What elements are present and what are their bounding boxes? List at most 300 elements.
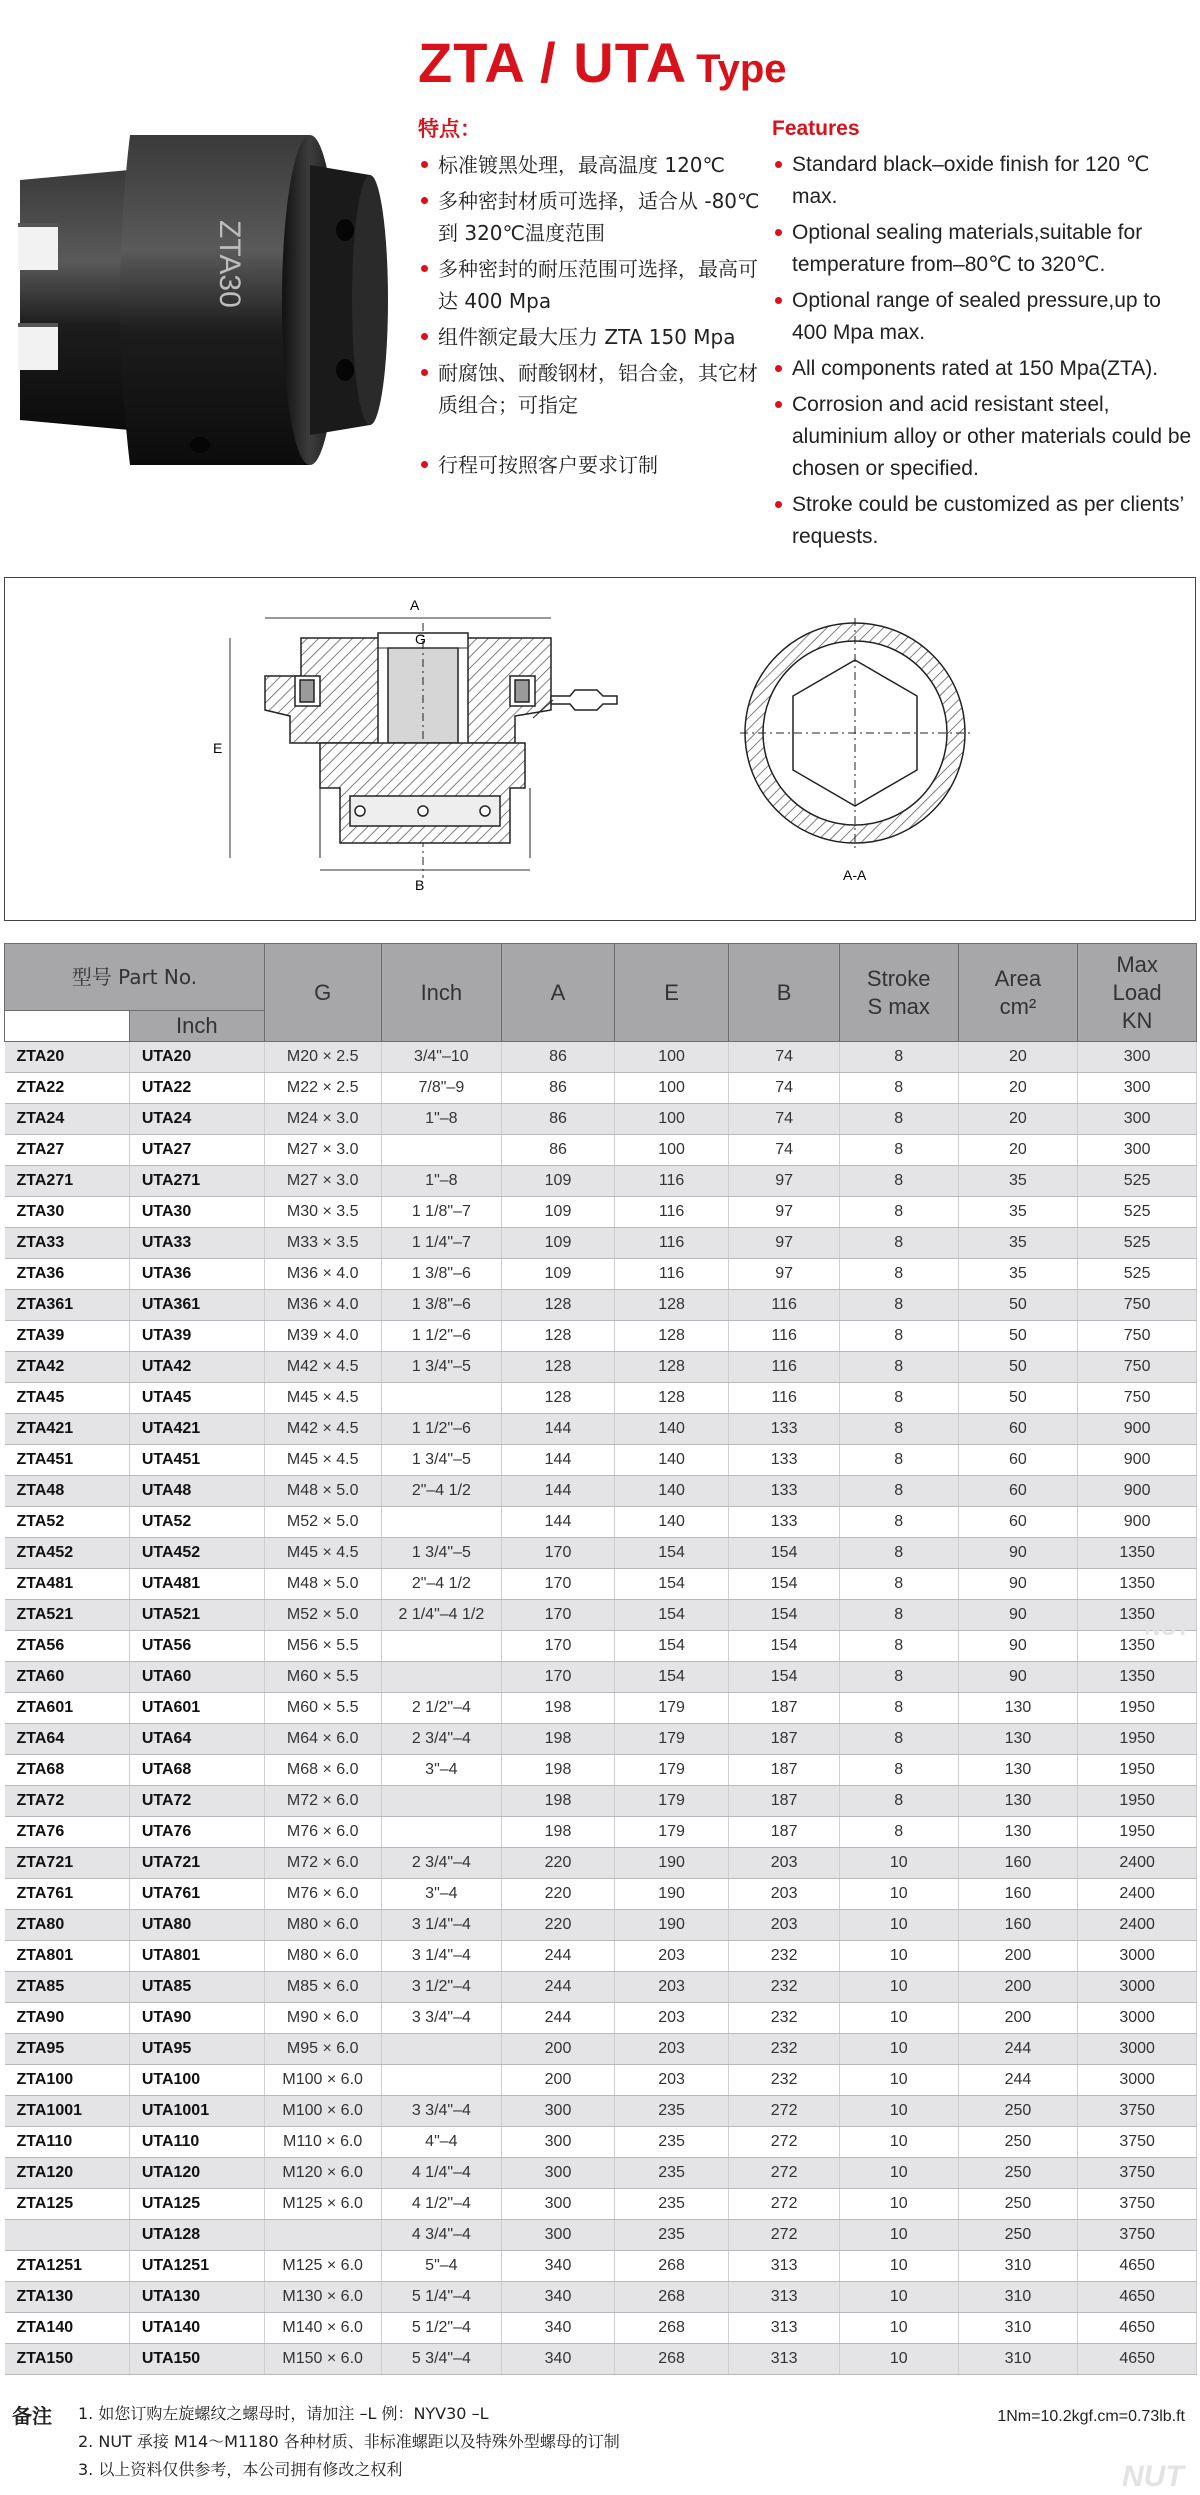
table-cell: 310 <box>958 2313 1078 2344</box>
table-cell: 244 <box>502 2003 615 2034</box>
table-row <box>5 2127 1197 2158</box>
table-cell: 74 <box>729 1135 840 1166</box>
table-cell: M42 × 4.5 <box>264 1352 381 1383</box>
table-cell: 5 1/4"–4 <box>381 2282 502 2313</box>
table-cell: 10 <box>839 2003 958 2034</box>
table-cell: 109 <box>502 1166 615 1197</box>
table-cell: 3/4"–10 <box>381 1042 502 1073</box>
table-cell <box>381 1631 502 1662</box>
table-cell: 200 <box>958 1972 1078 2003</box>
table-cell: 8 <box>839 1166 958 1197</box>
table-cell: UTA64 <box>129 1724 264 1755</box>
table-row <box>5 2282 1197 2313</box>
table-cell: ZTA80 <box>5 1910 130 1941</box>
table-cell: 313 <box>729 2251 840 2282</box>
table-cell: ZTA120 <box>5 2158 130 2189</box>
table-cell: 10 <box>839 1910 958 1941</box>
table-cell: 220 <box>502 1910 615 1941</box>
table-cell: 310 <box>958 2344 1078 2375</box>
table-cell: 198 <box>502 1786 615 1817</box>
table-cell: 86 <box>502 1104 615 1135</box>
photo-slotted-end <box>18 170 130 430</box>
table-cell: 203 <box>614 2065 729 2096</box>
table-cell: ZTA85 <box>5 1972 130 2003</box>
table-cell: 7/8"–9 <box>381 1073 502 1104</box>
table-cell: 232 <box>729 1941 840 1972</box>
table-cell: 340 <box>502 2282 615 2313</box>
table-cell: 100 <box>614 1135 729 1166</box>
table-cell: ZTA150 <box>5 2344 130 2375</box>
table-cell: 525 <box>1078 1197 1197 1228</box>
table-cell: UTA76 <box>129 1817 264 1848</box>
table-row <box>5 2344 1197 2375</box>
table-cell: ZTA39 <box>5 1321 130 1352</box>
table-cell: 5 1/2"–4 <box>381 2313 502 2344</box>
table-cell: 50 <box>958 1352 1078 1383</box>
table-cell: ZTA1251 <box>5 2251 130 2282</box>
table-cell: 220 <box>502 1848 615 1879</box>
table-cell: 1 3/8"–6 <box>381 1259 502 1290</box>
features-cn-item: 行程可按照客户要求订制 <box>418 449 768 481</box>
table-cell: ZTA64 <box>5 1724 130 1755</box>
table-cell: 1"–8 <box>381 1104 502 1135</box>
table-cell: 8 <box>839 1228 958 1259</box>
table-cell: M36 × 4.0 <box>264 1259 381 1290</box>
table-cell: 300 <box>1078 1104 1197 1135</box>
table-cell: 8 <box>839 1197 958 1228</box>
table-cell: 8 <box>839 1042 958 1073</box>
features-cn <box>418 113 768 485</box>
col-header-a: A <box>502 944 615 1042</box>
table-cell: 3 1/2"–4 <box>381 1972 502 2003</box>
table-cell: 250 <box>958 2189 1078 2220</box>
table-cell: 244 <box>502 1941 615 1972</box>
table-cell: M45 × 4.5 <box>264 1383 381 1414</box>
table-cell: 50 <box>958 1383 1078 1414</box>
table-cell: 10 <box>839 2220 958 2251</box>
notes-title: 备注 <box>12 2404 52 2428</box>
table-cell: 1350 <box>1078 1631 1197 1662</box>
table-cell: 300 <box>1078 1042 1197 1073</box>
table-cell: ZTA30 <box>5 1197 130 1228</box>
table-row <box>5 1910 1197 1941</box>
table-cell: 244 <box>502 1972 615 2003</box>
features-cn-list <box>418 149 768 481</box>
table-cell: 179 <box>614 1786 729 1817</box>
features-en-item: Standard black–oxide finish for 120 ℃ max. <box>772 149 1197 213</box>
table-cell: M56 × 5.5 <box>264 1631 381 1662</box>
table-cell: 170 <box>502 1538 615 1569</box>
title-sub: Type <box>696 47 787 91</box>
table-cell: 1350 <box>1078 1569 1197 1600</box>
table-cell: M20 × 2.5 <box>264 1042 381 1073</box>
table-cell: 10 <box>839 2034 958 2065</box>
table-cell: 10 <box>839 2096 958 2127</box>
table-cell: ZTA24 <box>5 1104 130 1135</box>
table-row <box>5 1693 1197 1724</box>
table-cell: 154 <box>614 1600 729 1631</box>
features-en-item: Stroke could be customized as per clients’ requests. <box>772 489 1197 553</box>
table-cell: M95 × 6.0 <box>264 2034 381 2065</box>
page-title <box>418 30 787 95</box>
table-cell: 154 <box>614 1538 729 1569</box>
table-cell: 3 1/4"–4 <box>381 1910 502 1941</box>
table-cell: M24 × 3.0 <box>264 1104 381 1135</box>
table-cell: 187 <box>729 1755 840 1786</box>
table-cell: 1950 <box>1078 1755 1197 1786</box>
table-cell: 272 <box>729 2127 840 2158</box>
table-cell: 268 <box>614 2313 729 2344</box>
table-cell: 160 <box>958 1910 1078 1941</box>
table-cell: ZTA48 <box>5 1476 130 1507</box>
table-cell: 187 <box>729 1693 840 1724</box>
cross-section-view <box>265 623 617 878</box>
table-cell: 1 3/4"–5 <box>381 1352 502 1383</box>
table-cell: 244 <box>958 2034 1078 2065</box>
table-cell: 190 <box>614 1910 729 1941</box>
table-cell: 3"–4 <box>381 1755 502 1786</box>
table-cell: 179 <box>614 1755 729 1786</box>
table-cell <box>381 1817 502 1848</box>
table-cell: 3000 <box>1078 2003 1197 2034</box>
table-cell: ZTA451 <box>5 1445 130 1476</box>
col-header-part-no: 型号 Part No. <box>5 944 265 1011</box>
table-cell: 90 <box>958 1600 1078 1631</box>
table-cell: 130 <box>958 1755 1078 1786</box>
table-cell: M72 × 6.0 <box>264 1848 381 1879</box>
table-cell: 140 <box>614 1445 729 1476</box>
table-cell: 3750 <box>1078 2220 1197 2251</box>
col-header-e: E <box>614 944 729 1042</box>
table-cell <box>381 1507 502 1538</box>
table-cell: 170 <box>502 1569 615 1600</box>
table-cell: 1950 <box>1078 1786 1197 1817</box>
table-cell: 232 <box>729 2003 840 2034</box>
table-cell: M45 × 4.5 <box>264 1445 381 1476</box>
features-cn-item: 标准镀黑处理，最高温度 120℃ <box>418 149 768 181</box>
table-cell: 2 1/4"–4 1/2 <box>381 1600 502 1631</box>
table-cell: 1950 <box>1078 1817 1197 1848</box>
table-row <box>5 1755 1197 1786</box>
table-cell: UTA27 <box>129 1135 264 1166</box>
table-cell: 140 <box>614 1507 729 1538</box>
table-cell: 1 1/2"–6 <box>381 1321 502 1352</box>
table-cell: M80 × 6.0 <box>264 1910 381 1941</box>
table-cell: UTA761 <box>129 1879 264 1910</box>
table-cell <box>381 1786 502 1817</box>
table-row <box>5 1879 1197 1910</box>
table-cell: M52 × 5.0 <box>264 1600 381 1631</box>
table-cell: UTA100 <box>129 2065 264 2096</box>
table-cell: 8 <box>839 1538 958 1569</box>
table-cell: ZTA521 <box>5 1600 130 1631</box>
table-cell: ZTA27 <box>5 1135 130 1166</box>
table-cell: 235 <box>614 2158 729 2189</box>
watermark: NUT <box>1122 2460 1184 2493</box>
table-cell: 10 <box>839 1941 958 1972</box>
table-cell: 8 <box>839 1352 958 1383</box>
table-row <box>5 1848 1197 1879</box>
table-cell: ZTA22 <box>5 1073 130 1104</box>
table-row <box>5 1941 1197 1972</box>
table-cell: 187 <box>729 1724 840 1755</box>
table-cell: 232 <box>729 2065 840 2096</box>
table-row <box>5 1600 1197 1631</box>
features-cn-item: 多种密封的耐压范围可选择，最高可达 400 Mpa <box>418 253 768 317</box>
table-cell: ZTA33 <box>5 1228 130 1259</box>
table-cell: UTA60 <box>129 1662 264 1693</box>
table-cell: 750 <box>1078 1321 1197 1352</box>
table-cell: 3000 <box>1078 2065 1197 2096</box>
table-cell: UTA39 <box>129 1321 264 1352</box>
table-cell <box>264 2220 381 2251</box>
table-cell: 116 <box>729 1352 840 1383</box>
features-en-item: Corrosion and acid resistant steel, aluminium alloy or other materials could be chosen or specified. <box>772 389 1197 485</box>
table-cell: ZTA90 <box>5 2003 130 2034</box>
col-header-stroke: Stroke S max <box>839 944 958 1042</box>
table-cell <box>381 1135 502 1166</box>
table-cell: M72 × 6.0 <box>264 1786 381 1817</box>
table-cell: 128 <box>614 1383 729 1414</box>
table-cell: 144 <box>502 1476 615 1507</box>
table-cell: 232 <box>729 2034 840 2065</box>
table-cell: 100 <box>614 1073 729 1104</box>
table-row <box>5 1259 1197 1290</box>
table-cell: ZTA68 <box>5 1755 130 1786</box>
table-cell: 525 <box>1078 1166 1197 1197</box>
table-cell: M60 × 5.5 <box>264 1662 381 1693</box>
table-cell: 130 <box>958 1786 1078 1817</box>
table-cell: M76 × 6.0 <box>264 1817 381 1848</box>
table-cell: 250 <box>958 2127 1078 2158</box>
table-cell: 750 <box>1078 1383 1197 1414</box>
table-cell: 900 <box>1078 1476 1197 1507</box>
table-cell: UTA130 <box>129 2282 264 2313</box>
table-cell: 116 <box>614 1166 729 1197</box>
table-cell: 154 <box>614 1631 729 1662</box>
table-cell: ZTA45 <box>5 1383 130 1414</box>
table-cell: ZTA452 <box>5 1538 130 1569</box>
table-cell: 2"–4 1/2 <box>381 1569 502 1600</box>
dimension-label-b: B <box>415 877 425 893</box>
table-cell: 1350 <box>1078 1600 1197 1631</box>
features-en <box>772 113 1197 557</box>
table-cell: UTA801 <box>129 1941 264 1972</box>
table-cell: 140 <box>614 1476 729 1507</box>
table-cell: 50 <box>958 1321 1078 1352</box>
table-row <box>5 2220 1197 2251</box>
table-cell: 250 <box>958 2158 1078 2189</box>
table-cell: 154 <box>729 1569 840 1600</box>
table-cell: 8 <box>839 1569 958 1600</box>
table-cell: 272 <box>729 2158 840 2189</box>
table-cell: ZTA801 <box>5 1941 130 1972</box>
table-cell: 144 <box>502 1507 615 1538</box>
table-cell: 154 <box>729 1662 840 1693</box>
table-cell: ZTA20 <box>5 1042 130 1073</box>
table-cell: 4650 <box>1078 2251 1197 2282</box>
table-cell: UTA30 <box>129 1197 264 1228</box>
table-cell: M76 × 6.0 <box>264 1879 381 1910</box>
table-cell: ZTA1001 <box>5 2096 130 2127</box>
table-cell: 2"–4 1/2 <box>381 1476 502 1507</box>
table-cell: UTA20 <box>129 1042 264 1073</box>
table-cell: 86 <box>502 1042 615 1073</box>
table-cell: 86 <box>502 1073 615 1104</box>
table-cell: 4650 <box>1078 2344 1197 2375</box>
table-cell: 10 <box>839 2344 958 2375</box>
table-cell: 160 <box>958 1848 1078 1879</box>
table-row <box>5 2313 1197 2344</box>
table-cell: ZTA271 <box>5 1166 130 1197</box>
table-cell: 8 <box>839 1073 958 1104</box>
table-cell: 154 <box>729 1631 840 1662</box>
col-header-load: Max Load KN <box>1078 944 1197 1042</box>
table-cell: 235 <box>614 2220 729 2251</box>
table-cell: 20 <box>958 1104 1078 1135</box>
table-cell: 2 3/4"–4 <box>381 1724 502 1755</box>
table-cell: ZTA601 <box>5 1693 130 1724</box>
table-cell: ZTA100 <box>5 2065 130 2096</box>
table-cell: UTA22 <box>129 1073 264 1104</box>
table-cell: 116 <box>614 1197 729 1228</box>
table-cell: UTA52 <box>129 1507 264 1538</box>
table-cell: M140 × 6.0 <box>264 2313 381 2344</box>
table-cell: UTA68 <box>129 1755 264 1786</box>
table-row <box>5 1383 1197 1414</box>
table-cell: M110 × 6.0 <box>264 2127 381 2158</box>
table-cell: 35 <box>958 1197 1078 1228</box>
table-cell: 4 1/2"–4 <box>381 2189 502 2220</box>
dimension-label-e: E <box>213 740 223 756</box>
dimension-label-g: G <box>415 631 426 647</box>
photo-engraving: ZTA30 <box>213 220 246 308</box>
table-cell: 116 <box>614 1259 729 1290</box>
table-cell: 60 <box>958 1414 1078 1445</box>
table-cell: M42 × 4.5 <box>264 1414 381 1445</box>
table-cell: 4650 <box>1078 2313 1197 2344</box>
table-cell: 35 <box>958 1259 1078 1290</box>
table-cell: 3 1/4"–4 <box>381 1941 502 1972</box>
table-cell: 8 <box>839 1290 958 1321</box>
table-row <box>5 1414 1197 1445</box>
table-cell: ZTA36 <box>5 1259 130 1290</box>
table-cell: M39 × 4.0 <box>264 1321 381 1352</box>
table-cell: ZTA125 <box>5 2189 130 2220</box>
table-row <box>5 1631 1197 1662</box>
watermark: NUT <box>1145 1615 1191 1640</box>
table-cell: 109 <box>502 1259 615 1290</box>
note-item: 2. NUT 承接 M14～M1180 各种材质、非标准螺距以及特殊外型螺母的订制 <box>78 2432 620 2451</box>
table-cell: ZTA76 <box>5 1817 130 1848</box>
table-row <box>5 2158 1197 2189</box>
table-cell: ZTA52 <box>5 1507 130 1538</box>
table-cell: 97 <box>729 1197 840 1228</box>
table-row <box>5 2251 1197 2282</box>
table-row <box>5 1197 1197 1228</box>
table-cell: 8 <box>839 1755 958 1786</box>
table-cell: ZTA110 <box>5 2127 130 2158</box>
table-cell: 300 <box>1078 1073 1197 1104</box>
table-cell: UTA128 <box>129 2220 264 2251</box>
table-cell: 10 <box>839 1972 958 2003</box>
table-row <box>5 1073 1197 1104</box>
table-cell: 4650 <box>1078 2282 1197 2313</box>
table-row <box>5 1104 1197 1135</box>
table-cell: M150 × 6.0 <box>264 2344 381 2375</box>
table-cell: 300 <box>502 2220 615 2251</box>
table-cell: 133 <box>729 1445 840 1476</box>
table-cell: UTA90 <box>129 2003 264 2034</box>
table-cell: 8 <box>839 1383 958 1414</box>
table-cell: 340 <box>502 2251 615 2282</box>
table-cell: 200 <box>958 2003 1078 2034</box>
table-cell: 300 <box>502 2189 615 2220</box>
col-header-b: B <box>729 944 840 1042</box>
table-cell: 8 <box>839 1476 958 1507</box>
table-row <box>5 1786 1197 1817</box>
features-cn-heading: 特点： <box>418 117 481 141</box>
table-cell: UTA56 <box>129 1631 264 1662</box>
table-cell: M125 × 6.0 <box>264 2189 381 2220</box>
table-cell: 86 <box>502 1135 615 1166</box>
table-cell: 2 3/4"–4 <box>381 1848 502 1879</box>
table-cell: 3 3/4"–4 <box>381 2003 502 2034</box>
table-cell: 313 <box>729 2313 840 2344</box>
table-cell: 340 <box>502 2344 615 2375</box>
table-cell: 3750 <box>1078 2096 1197 2127</box>
table-cell: 235 <box>614 2189 729 2220</box>
table-cell: 50 <box>958 1290 1078 1321</box>
table-row <box>5 1352 1197 1383</box>
table-row <box>5 1724 1197 1755</box>
table-cell: 203 <box>614 1972 729 2003</box>
table-cell: M22 × 2.5 <box>264 1073 381 1104</box>
table-cell: 116 <box>614 1228 729 1259</box>
table-cell: ZTA721 <box>5 1848 130 1879</box>
table-cell: 154 <box>614 1662 729 1693</box>
table-cell: 3 3/4"–4 <box>381 2096 502 2127</box>
table-cell: 203 <box>729 1910 840 1941</box>
table-cell: 750 <box>1078 1290 1197 1321</box>
table-row <box>5 2189 1197 2220</box>
table-cell: UTA150 <box>129 2344 264 2375</box>
table-cell: 200 <box>502 2065 615 2096</box>
table-cell: 130 <box>958 1724 1078 1755</box>
table-cell: M36 × 4.0 <box>264 1290 381 1321</box>
col-header-g: G <box>264 944 381 1042</box>
table-cell: 300 <box>502 2158 615 2189</box>
table-cell: 10 <box>839 2189 958 2220</box>
table-cell: UTA33 <box>129 1228 264 1259</box>
table-cell: UTA24 <box>129 1104 264 1135</box>
table-cell: 74 <box>729 1073 840 1104</box>
table-cell: 198 <box>502 1755 615 1786</box>
table-cell: 1350 <box>1078 1538 1197 1569</box>
table-cell: 4 1/4"–4 <box>381 2158 502 2189</box>
table-cell: M68 × 6.0 <box>264 1755 381 1786</box>
table-cell: 109 <box>502 1197 615 1228</box>
table-cell: UTA521 <box>129 1600 264 1631</box>
table-cell: UTA421 <box>129 1414 264 1445</box>
table-row <box>5 1972 1197 2003</box>
table-cell: 1 3/4"–5 <box>381 1538 502 1569</box>
table-cell: 10 <box>839 1848 958 1879</box>
table-cell: UTA1251 <box>129 2251 264 2282</box>
table-cell: 5"–4 <box>381 2251 502 2282</box>
table-cell: 340 <box>502 2313 615 2344</box>
table-cell: 144 <box>502 1445 615 1476</box>
